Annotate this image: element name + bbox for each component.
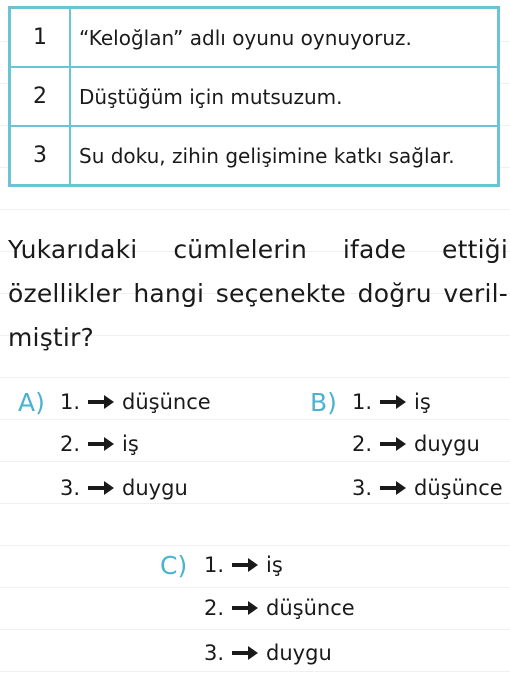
item-number: 2.: [204, 596, 225, 620]
row-number: 2: [10, 67, 71, 126]
option-a[interactable]: [18, 388, 258, 518]
option-letter: C): [160, 551, 188, 580]
table-row: [10, 67, 499, 126]
item-label: duygu: [266, 641, 332, 665]
option-item: [352, 432, 480, 456]
right-arrow-icon: [88, 395, 114, 409]
question-text: Yukarıdaki cümlelerin ifade ettiği özellikler hangi seçenekte doğru veril- miştir?: [8, 235, 508, 352]
option-item: [60, 390, 211, 414]
item-number: 3.: [60, 476, 81, 500]
row-number: 1: [10, 8, 71, 68]
option-item: [60, 432, 139, 456]
item-number: 3.: [204, 641, 225, 665]
item-label: düşünce: [122, 390, 211, 414]
item-label: iş: [122, 432, 139, 456]
option-item: [204, 596, 355, 620]
right-arrow-icon: [380, 437, 406, 451]
right-arrow-icon: [232, 646, 258, 660]
item-label: duygu: [122, 476, 188, 500]
row-text: “Keloğlan” adlı oyunu oynuyoruz.: [70, 8, 499, 68]
item-label: düşünce: [414, 476, 503, 500]
right-arrow-icon: [380, 481, 406, 495]
right-arrow-icon: [232, 558, 258, 572]
item-number: 2.: [60, 432, 81, 456]
right-arrow-icon: [88, 437, 114, 451]
right-arrow-icon: [232, 601, 258, 615]
table-row: [10, 126, 499, 186]
table-row: [10, 8, 499, 68]
item-label: iş: [266, 553, 283, 577]
right-arrow-icon: [380, 395, 406, 409]
option-letter: B): [310, 388, 337, 417]
option-item: [352, 390, 431, 414]
statements-table: [8, 6, 500, 187]
item-label: iş: [414, 390, 431, 414]
option-letter: A): [18, 388, 45, 417]
option-b[interactable]: [310, 388, 506, 518]
option-item: [204, 641, 332, 665]
option-item: [60, 476, 188, 500]
item-number: 1.: [60, 390, 81, 414]
option-item: [204, 553, 283, 577]
item-label: duygu: [414, 432, 480, 456]
row-text: Düştüğüm için mutsuzum.: [70, 67, 499, 126]
option-item: [352, 476, 503, 500]
row-text: Su doku, zihin gelişimine katkı sağlar.: [70, 126, 499, 186]
item-number: 1.: [204, 553, 225, 577]
item-number: 3.: [352, 476, 373, 500]
item-label: düşünce: [266, 596, 355, 620]
right-arrow-icon: [88, 481, 114, 495]
item-number: 2.: [352, 432, 373, 456]
option-c[interactable]: [160, 551, 400, 675]
item-number: 1.: [352, 390, 373, 414]
row-number: 3: [10, 126, 71, 186]
